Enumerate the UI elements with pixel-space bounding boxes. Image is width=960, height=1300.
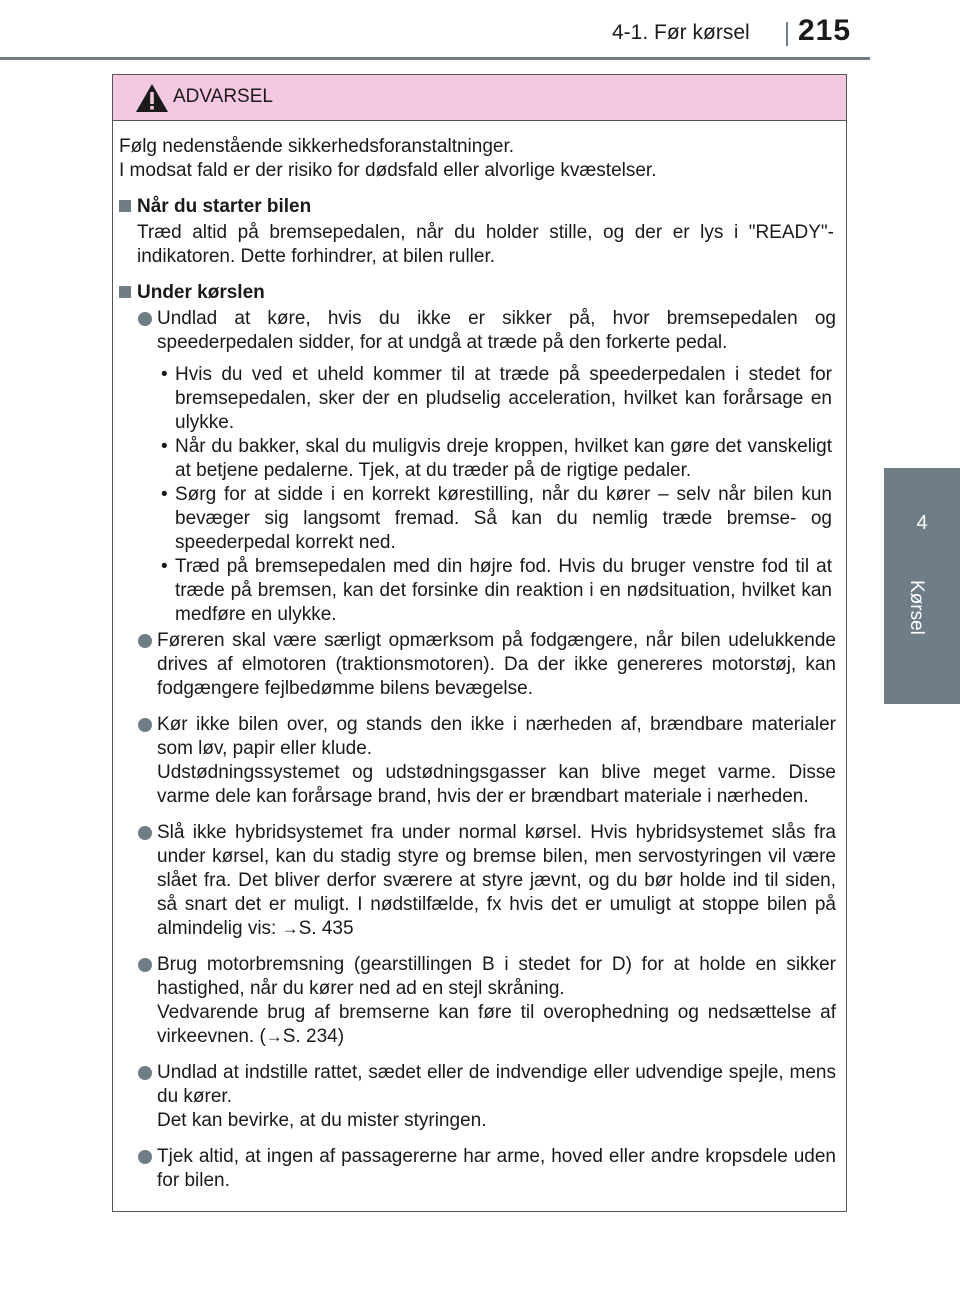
bullet-text: Det kan bevirke, at du mister styringen.: [157, 1110, 487, 1131]
arrow-right-icon: →: [281, 919, 299, 938]
bullet-item: [113, 629, 846, 701]
square-bullet-icon: [119, 286, 131, 298]
bullet-item: [113, 713, 846, 809]
bullet-text-line: [157, 1001, 836, 1049]
warning-body: [113, 121, 846, 1193]
bullet-text: Kør ikke bilen over, og stands den ikke i nærheden af, brændbare materialer som løv, papir eller klude.: [157, 714, 836, 759]
bullet-text: Slå ikke hybridsystemet fra under normal kørsel. Hvis hybridsystemet slås fra under kørsel, kan du stadig styre og bremse bilen, men servostyringen vil være slået fra. Det bliver derfor sværere at styre jævnt, og du bør holde ind til siden, så snart det er muligt. I nødstilfælde, fx hvis det er umuligt at stoppe bilen på almindelig vis:: [157, 822, 836, 939]
bullet-item: [113, 307, 846, 355]
chapter-number: 4: [916, 512, 928, 534]
sub-bullet-item: [113, 483, 846, 555]
arrow-right-icon: →: [265, 1027, 283, 1046]
circle-bullet-icon: [138, 718, 152, 732]
bullet-text: Tjek altid, at ingen af passagererne har arme, hoved eller andre kropsdele uden for bilen.: [157, 1146, 836, 1191]
warning-header: [113, 75, 846, 121]
sub-bullet-text: Sørg for at sidde i en korrekt kørestilling, når du kører – selv når bilen kun bevæger sig langsomt fremad. Så kan du nemlig træde bremse- og speederpedal korrekt ned.: [175, 484, 832, 553]
page-reference-link[interactable]: S. 234): [282, 1026, 345, 1047]
sub-bullet-item: [113, 435, 846, 483]
intro-line: I modsat fald er der risiko for dødsfald eller alvorlige kvæstelser.: [119, 160, 657, 181]
square-bullet-icon: [119, 200, 131, 212]
page-number: 215: [798, 14, 852, 47]
section-heading-label: Når du starter bilen: [137, 196, 312, 217]
dot-bullet-icon: •: [161, 484, 168, 505]
circle-bullet-icon: [138, 958, 152, 972]
section-label: 4-1. Før kørsel: [612, 21, 750, 44]
bullet-item: [113, 953, 846, 1049]
warning-title: ADVARSEL: [173, 86, 273, 107]
section-text-starting: Træd altid på bremsepedalen, når du holder stille, og der er lys i "READY"-indikatoren. Dette forhindrer, at bilen ruller.: [137, 222, 834, 267]
sub-bullet-text: Hvis du ved et uheld kommer til at træde på speederpedalen i stedet for bremsepedalen, sker der en pludselig acceleration, hvilket kan forårsage en ulykke.: [175, 364, 832, 433]
page-reference-link[interactable]: S. 435: [298, 918, 354, 939]
sub-bullet-list: [113, 363, 846, 627]
circle-bullet-icon: [138, 312, 152, 326]
bullet-text: Undlad at køre, hvis du ikke er sikker på, hvor bremsepedalen og speederpedalen sidder, for at undgå at træde på den forkerte pedal.: [157, 308, 836, 353]
circle-bullet-icon: [138, 826, 152, 840]
intro-line: Følg nedenstående sikkerhedsforanstaltninger.: [119, 136, 515, 157]
circle-bullet-icon: [138, 634, 152, 648]
section-heading-starting: [113, 195, 846, 219]
dot-bullet-icon: •: [161, 436, 168, 457]
bullet-item: [113, 1145, 846, 1193]
bullet-text: Brug motorbremsning (gearstillingen B i stedet for D) for at holde en sikker hastighed, når du kører ned ad en stejl skråning.: [157, 954, 836, 999]
warning-box: [112, 74, 847, 1212]
chapter-title: Kørsel: [906, 580, 927, 635]
bullet-text: Undlad at indstille rattet, sædet eller de indvendige eller udvendige spejle, mens du kører.: [157, 1062, 836, 1107]
bullet-text: Udstødningssystemet og udstødningsgasser kan blive meget varme. Disse varme dele kan forårsage brand, hvis der er brændbart materiale i nærheden.: [157, 762, 836, 807]
sub-bullet-text: Træd på bremsepedalen med din højre fod. Hvis du bruger venstre fod til at træde på bremsen, kan det forsinke din reaktion i en nødsituation, hvilket kan medføre en ulykke.: [175, 556, 832, 625]
circle-bullet-icon: [138, 1066, 152, 1080]
bullet-item: [113, 821, 846, 941]
bullet-text: Føreren skal være særligt opmærksom på fodgængere, når bilen udelukkende drives af elmotoren (traktionsmotoren). Da der ikke genereres motorstøj, kan fodgængere fejlbedømme bilens bevægelse.: [157, 630, 836, 699]
sub-bullet-text: Når du bakker, skal du muligvis dreje kroppen, hvilket kan gøre det vanskeligt at betjene pedalerne. Tjek, at du træder på de rigtige pedaler.: [175, 436, 832, 481]
sub-bullet-item: [113, 363, 846, 435]
header-rule: [0, 57, 870, 60]
sub-bullet-item: [113, 555, 846, 627]
circle-bullet-icon: [138, 1150, 152, 1164]
header-divider: [786, 22, 788, 46]
bullet-item: [113, 1061, 846, 1133]
warning-triangle-icon: [135, 83, 169, 113]
bullet-text: Vedvarende brug af bremserne kan føre til overophedning og nedsættelse af virkeevnen. (: [157, 1002, 836, 1047]
warning-intro: [113, 135, 846, 183]
dot-bullet-icon: •: [161, 556, 168, 577]
dot-bullet-icon: •: [161, 364, 168, 385]
section-heading-label: Under kørslen: [137, 282, 265, 303]
section-heading-driving: [113, 281, 846, 305]
